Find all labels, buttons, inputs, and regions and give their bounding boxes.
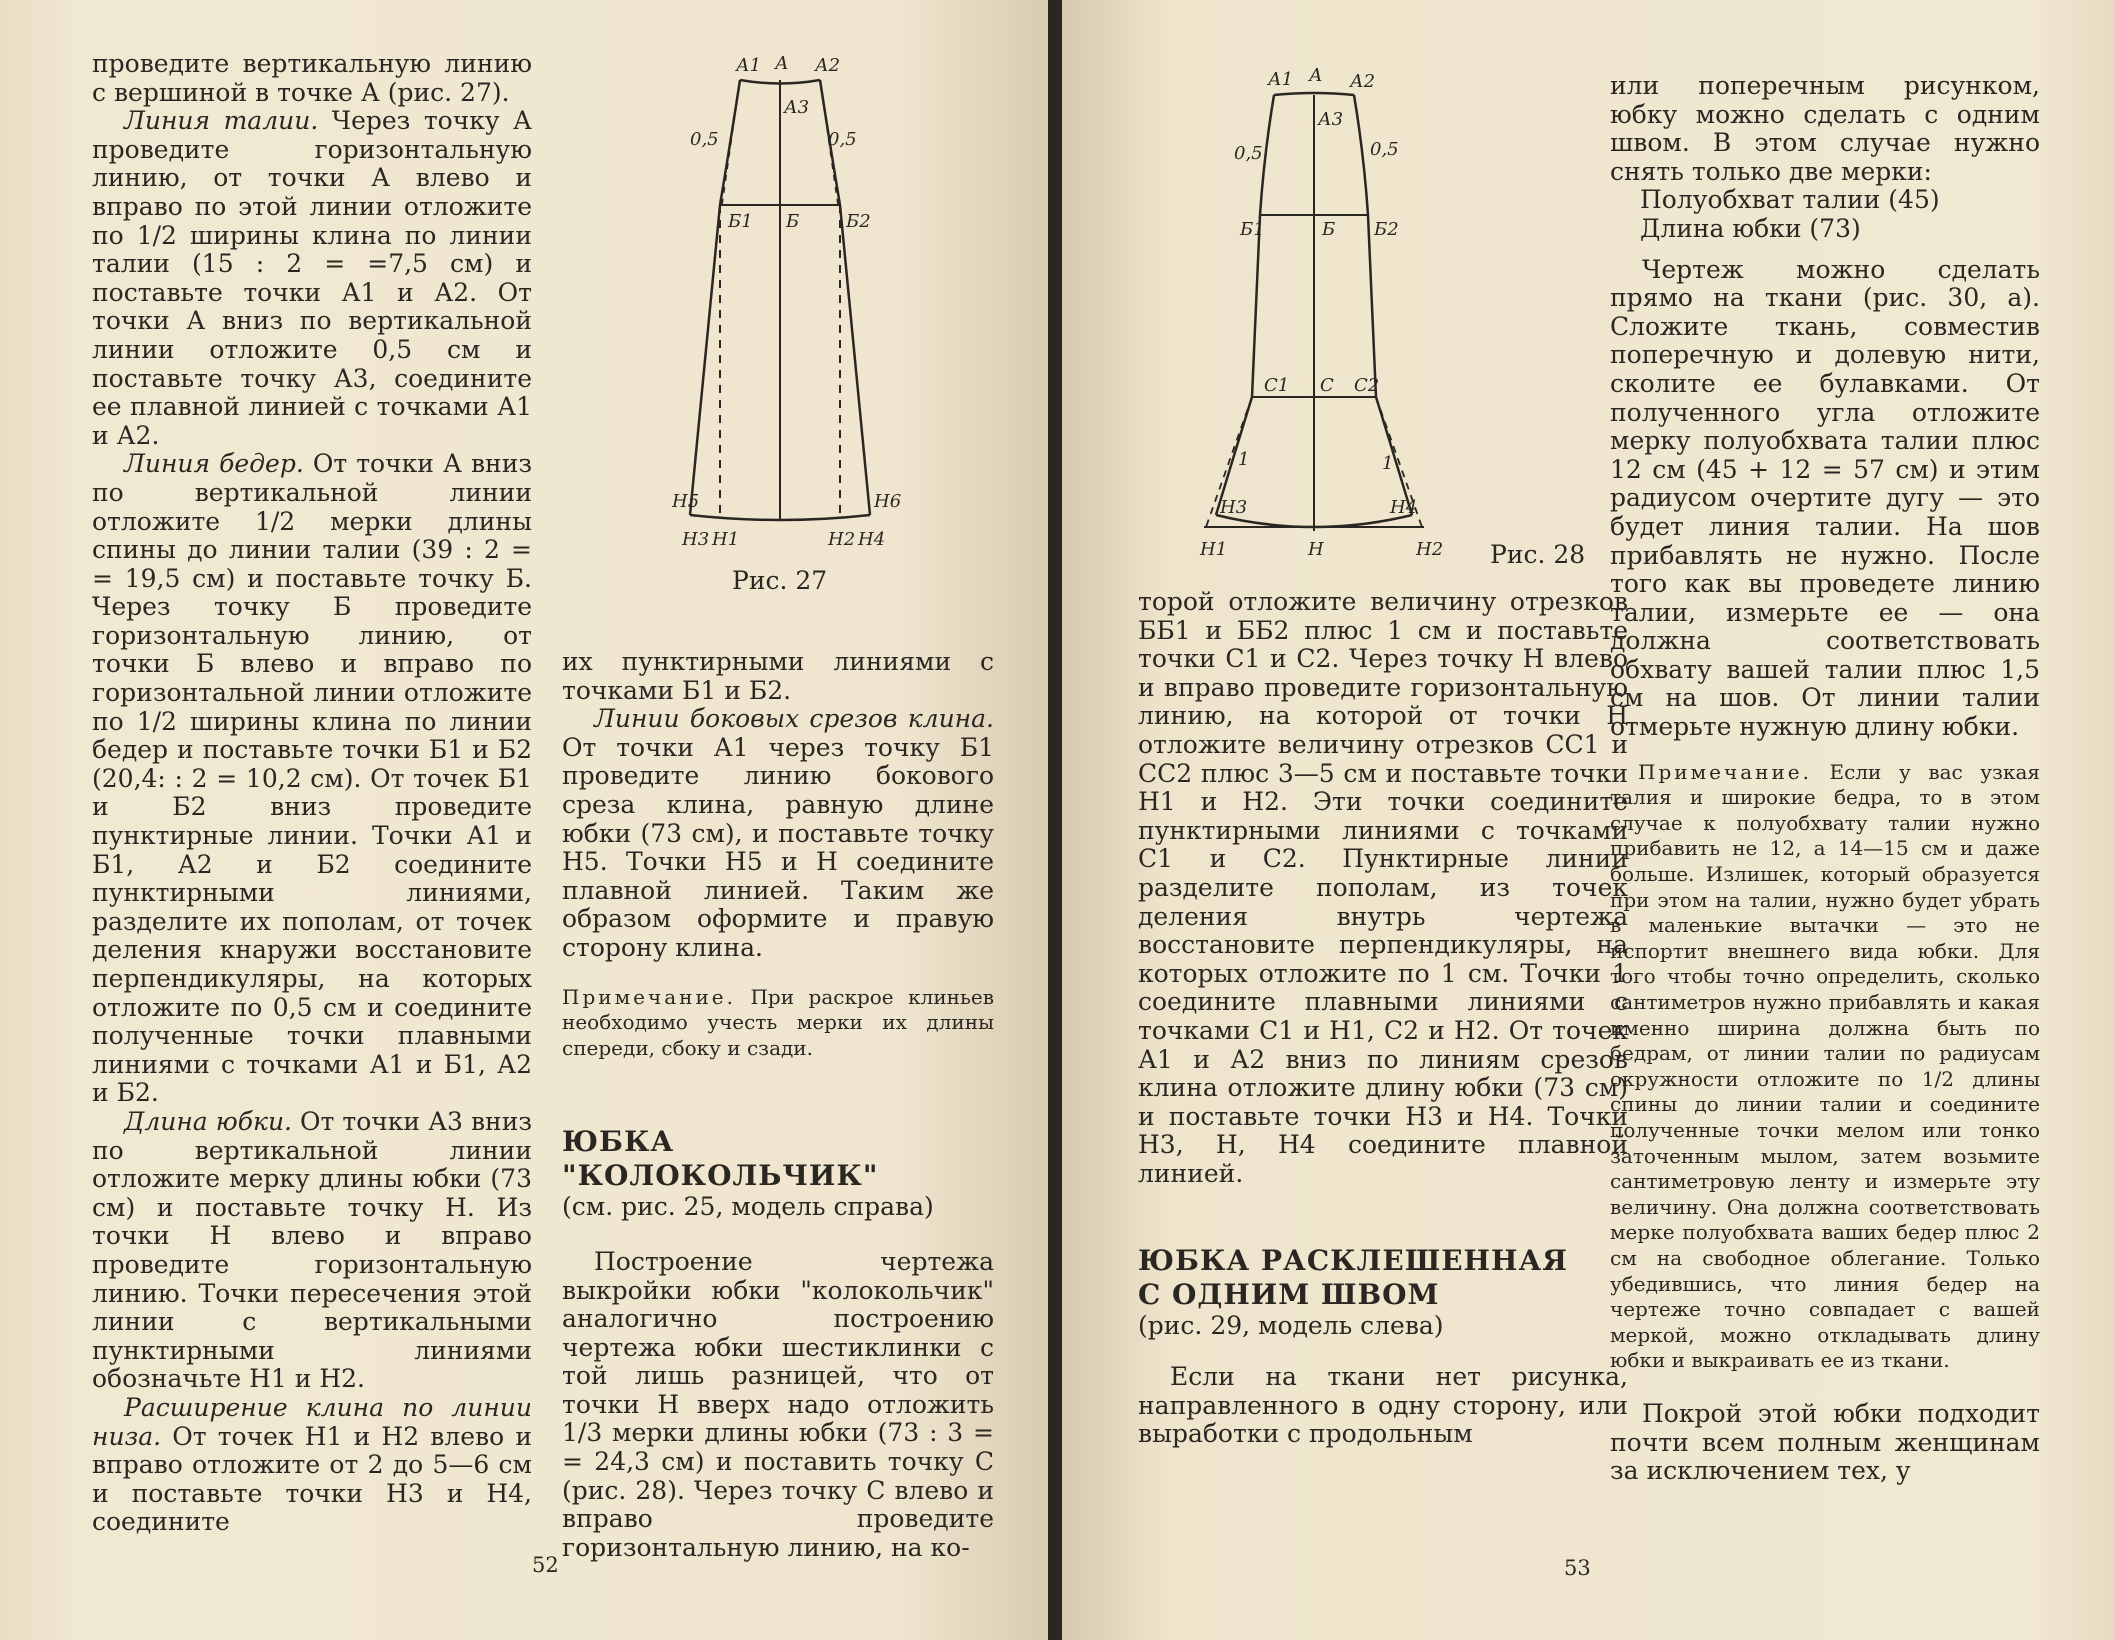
label-05-left: 0,5 <box>690 129 719 150</box>
page-number: 53 <box>1564 1556 1591 1580</box>
left-column-2 <box>562 648 994 1562</box>
label-h6: Н6 <box>874 491 902 512</box>
label-h2: Н2 <box>828 529 856 550</box>
note-text: При раскрое клиньев необходимо учесть мерки их длины спереди, сбоку и сзади. <box>562 984 994 1060</box>
figure-27-skirt-panel <box>660 45 920 565</box>
label-h3: Н3 <box>682 529 710 550</box>
paragraph <box>92 1108 532 1394</box>
label-05-left: 0,5 <box>1234 143 1263 164</box>
label-h: Н <box>1308 539 1324 560</box>
label-h2: Н2 <box>1416 539 1444 560</box>
right-page <box>1062 0 2114 1640</box>
figure-28-bell-skirt <box>1194 55 1454 565</box>
section-heading: ЮБКА "КОЛОКОЛЬЧИК" <box>562 1125 879 1193</box>
paragraph: проведите вертикальную линию с вершиной в точке А (рис. 27). <box>92 49 532 107</box>
paragraph-lead: Линия бедер. <box>124 449 304 479</box>
label-1-right: 1 <box>1382 453 1394 474</box>
label-b1: Б1 <box>728 211 753 232</box>
measure-2: Длина юбки (73) <box>1640 213 1861 243</box>
paragraph-body: От точки А3 вниз по вертикальной линии отложите мерку длины юбки (73 см) и поставьте точку Н. Из точки Н влево и вправо проведите горизонтальную линию. Точки пересечения этой линии с вертикальными пунктирными линиями обозначьте Н1 и Н2. <box>92 1106 532 1394</box>
paragraph <box>92 450 532 1108</box>
right-column-2 <box>1610 72 2040 1486</box>
label-b: Б <box>1322 219 1336 240</box>
label-h5: Н5 <box>672 491 700 512</box>
label-a3: А3 <box>1318 109 1344 130</box>
label-b2: Б2 <box>1374 219 1399 240</box>
paragraph-lead: Линия талии. <box>124 106 319 136</box>
figure-28-caption: Рис. 28 <box>1490 540 1586 569</box>
label-h1: Н1 <box>1200 539 1228 560</box>
paragraph <box>92 107 532 450</box>
paragraph: Покрой этой юбки подходит почти всем полным женщинам за исключением тех, у <box>1610 1398 2040 1486</box>
label-c1: С1 <box>1264 375 1290 396</box>
paragraph-body: От точки А вниз по вертикальной линии отложите 1/2 мерки длины спины до линии талии (39 : 2 = = 19,5 см) и поставьте точку Б. Через точку Б проведите горизонтальную линию, от точки Б влево и вправо по горизонтальной линии отложите по 1/2 ширины клина по линии бедер и поставьте точки Б1 и Б2 (20,4: : 2 = 10,2 см). От точек Б1 и Б2 вниз проведите пунктирные линии. Точки А1 и Б1, А2 и Б2 соедините пунктирными линиями, разделите их пополам, от точек деления кнаружи восстановите перпендикуляры, на которых отложите по 0,5 см и соедините полученные точки плавными линиями с точками А1 и Б1, А2 и Б2. <box>92 449 532 1108</box>
paragraph: торой отложите величину отрезков ББ1 и ББ2 плюс 1 см и поставьте точки С1 и С2. Через точку Н влево и вправо проведите горизонтальную линию, на которой от точки Н отложите величину отрезков СС1 и СС2 плюс 3—5 см и поставьте точки Н1 и Н2. Эти точки соедините пунктирными линиями с точками С1 и С2. Пунктирные линии разделите пополам, из точек деления внутрь чертежа восстановите перпендикуляры, на которых отложите по 1 см. Точки 1 соедините плавными линиями с точками С1 и Н1, С2 и Н2. От точек А1 и А2 вниз по линиям срезов клина отложите длину юбки (73 см) и поставьте точки Н3 и Н4. Точки Н3, Н, Н4 соедините плавной линией. <box>1138 587 1628 1188</box>
label-a3: А3 <box>784 97 810 118</box>
label-b1: Б1 <box>1240 219 1265 240</box>
paragraph: или поперечным рисунком, юбку можно сделать с одним швом. В этом случае нужно снять только две мерки: <box>1610 71 2040 186</box>
paragraph: их пунктирными линиями с точками Б1 и Б2. <box>562 647 994 705</box>
left-side-line <box>690 205 720 515</box>
label-a2: А2 <box>1350 71 1376 92</box>
paragraph-lead: Линии боковых срезов клина. <box>594 704 994 734</box>
right-column-1 <box>1138 588 1628 1449</box>
note-label: Примечание. <box>1638 759 1812 784</box>
paragraph <box>562 705 994 962</box>
paragraph: Чертеж можно сделать прямо на ткани (рис. 30, а). Сложите ткань, совместив поперечную и долевую нити, сколите ее булавками. От полученного угла отложите мерку полуобхвата талии плюс 12 см (45 + 12 = 57 см) и этим радиусом очертите дугу — это будет линия талии. На шов прибавлять не нужно. После того как вы проведете линию талии, измерьте ее — она должна соответствовать обхвату вашей талии плюс 1,5 см на шов. От линии талии отмерьте нужную длину юбки. <box>1610 254 2040 742</box>
left-hip-curve <box>720 80 740 205</box>
measure-1: Полуобхват талии (45) <box>1640 185 1940 215</box>
label-h4: Н4 <box>1390 497 1418 518</box>
section-subheading: (рис. 29, модель слева) <box>1138 1311 1444 1341</box>
paragraph-body: Через точку А проведите горизонтальную линию, от точки А влево и вправо по этой линии отложите по 1/2 ширины клина по линии талии (15 : 2 = =7,5 см) и поставьте точки А1 и А2. От точки А вниз по вертикальной линии отложите 0,5 см и поставьте точку А3, соедините ее плавной линией с точками А1 и А2. <box>92 106 532 450</box>
note-text: Если у вас узкая талия и широкие бедра, то в этом случае к полуобхвату талии нужно прибавить не 12, а 14—15 см и даже больше. Излишек, который образуется при этом на талии, нужно будет убрать в маленькие вытачки — это не испортит внешнего вида юбки. Для того чтобы точно определить, сколько сантиметров нужно прибавлять и какая именно ширина должна быть по бедрам, от линии талии по радиусам окружности отложите по 1/2 длины спины до линии талии и соедините полученные точки мелом или тонко заточенным мылом, затем возьмите сантиметровую ленту и измерьте эту величину. Она должна соответствовать мерке полуобхвата ваших бедер плюс 2 см на свободное облегание. Только убедившись, что линия бедер на чертеже точно совпадает с вашей меркой, можно откладывать длину юбки и выкраивать ее из ткани. <box>1610 759 2040 1373</box>
section-heading-line-2: С ОДНИМ ШВОМ <box>1138 1278 1440 1312</box>
waist-curve <box>1274 93 1354 95</box>
label-a1: А1 <box>1268 69 1294 90</box>
label-c: С <box>1320 375 1334 396</box>
note <box>1610 760 2040 1374</box>
label-h4: Н4 <box>858 529 886 550</box>
paragraph-body: От точки А1 через точку Б1 проведите линию бокового среза клина, равную длине юбки (73 см), и поставьте точку Н5. Точки Н5 и Н соедините плавной линией. Таким же образом оформите и правую сторону клина. <box>562 732 994 962</box>
left-side-upper <box>1252 215 1260 397</box>
paragraph: Построение чертежа выкройки юбки "колокольчик" аналогично построению чертежа юбки шестиклинки с той лишь разницей, что от точки Н вверх надо отложить 1/3 мерки длины юбки (73 : 3 = = 24,3 см) и поставить точку С (рис. 28). Через точку С влево и вправо проведите горизонтальную линию, на ко- <box>562 1246 994 1562</box>
left-page <box>0 0 1052 1640</box>
label-b: Б <box>786 211 800 232</box>
figure-27-caption: Рис. 27 <box>732 566 828 595</box>
label-a: А <box>775 53 789 74</box>
note <box>562 985 994 1062</box>
note-label: Примечание. <box>562 984 736 1009</box>
label-h3: Н3 <box>1220 497 1248 518</box>
paragraph-body: От точек Н1 и Н2 влево и вправо отложите от 2 до 5—6 см и поставьте точки Н3 и Н4, соедините <box>92 1421 532 1537</box>
label-05-right: 0,5 <box>1370 139 1399 160</box>
label-c2: С2 <box>1354 375 1380 396</box>
section-subheading: (см. рис. 25, модель справа) <box>562 1192 934 1222</box>
label-h1: Н1 <box>712 529 740 550</box>
right-hip-curve <box>1354 95 1368 215</box>
paragraph <box>92 1394 532 1537</box>
label-b2: Б2 <box>846 211 871 232</box>
label-1-left: 1 <box>1238 449 1250 470</box>
label-a2: А2 <box>815 55 841 76</box>
left-column-1 <box>92 50 532 1537</box>
section-heading-line-1: ЮБКА РАСКЛЕШЕННАЯ <box>1138 1244 1568 1278</box>
paragraph: Если на ткани нет рисунка, направленного в одну сторону, или выработки с продольным <box>1138 1362 1628 1449</box>
paragraph-lead: Длина юбки. <box>124 1106 292 1136</box>
page-number: 52 <box>532 1553 559 1577</box>
right-side-line <box>840 205 870 515</box>
paragraph-lead: Расширение клина по линии низа. <box>92 1392 532 1451</box>
right-side-upper <box>1368 215 1376 397</box>
label-05-right: 0,5 <box>828 129 857 150</box>
label-a: А <box>1309 65 1323 86</box>
label-a1: А1 <box>736 55 762 76</box>
